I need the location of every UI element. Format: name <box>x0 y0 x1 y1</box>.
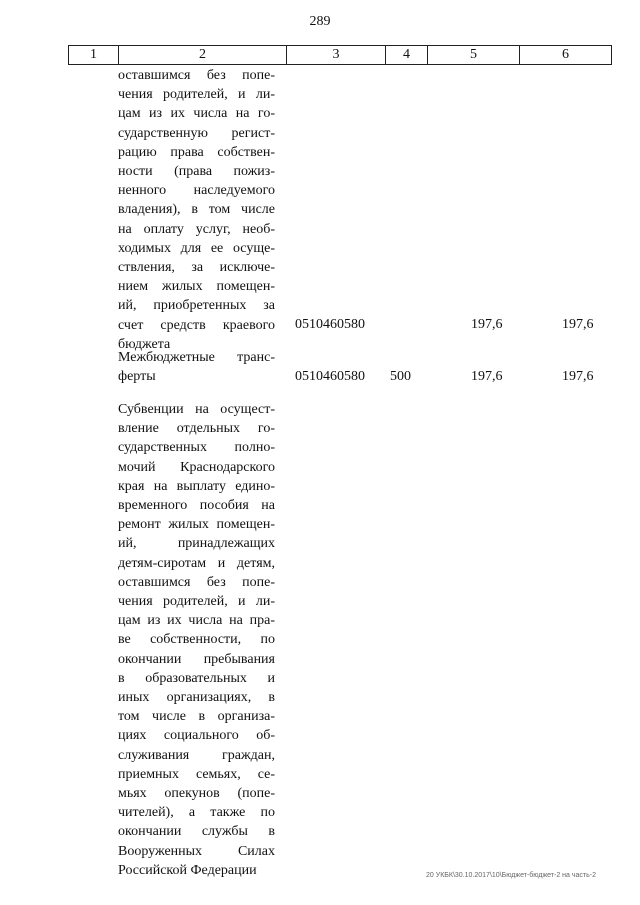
description-line: мьях опекунов (попе- <box>118 786 275 802</box>
description-line: ненного наследуемого <box>118 183 275 199</box>
description-line: владения), в том числе <box>118 202 275 218</box>
description-line: на оплату услуг, необ- <box>118 221 275 237</box>
description-line: нием жилых помещен- <box>118 279 275 295</box>
description-line: мочий Краснодарского <box>118 459 275 475</box>
description-line: цам из их числа на го- <box>118 106 275 122</box>
description-line: счет средств краевого <box>118 317 275 333</box>
header-col-4: 4 <box>386 46 428 64</box>
header-col-1: 1 <box>69 46 119 64</box>
description-line: ий, приобретенных за <box>118 298 275 314</box>
row-2-sum-1: 197,6 <box>471 369 503 384</box>
description-line: ремонт жилых помещен- <box>118 517 275 533</box>
description-line: приемных семьях, се- <box>118 766 275 782</box>
description-line: бюджета <box>118 336 171 352</box>
description-line: окончании службы в <box>118 824 275 840</box>
header-col-5: 5 <box>428 46 520 64</box>
header-col-2: 2 <box>119 46 287 64</box>
description-line: края на выплату едино- <box>118 478 275 494</box>
description-line: ве собственности, по <box>118 632 275 648</box>
description-line: рацию права собствен- <box>118 144 275 160</box>
row-2-code: 0510460580 <box>295 369 365 384</box>
description-line: окончании пребывания <box>118 651 275 667</box>
table-header <box>68 45 612 65</box>
description-line: цам из их числа на пра- <box>118 613 275 629</box>
description-line: служивания граждан, <box>118 747 275 763</box>
description-line: иных организациях, в <box>118 690 275 706</box>
description-line: сударственных полно- <box>118 440 275 456</box>
description-line: ствления, за исключе- <box>118 260 275 276</box>
description-line: том числе в организа- <box>118 709 275 725</box>
row-1-sum-1: 197,6 <box>471 317 503 332</box>
page-number: 289 <box>309 14 331 29</box>
row-2-sum-2: 197,6 <box>562 369 594 384</box>
description-line: сударственную регист- <box>118 125 275 141</box>
description-line: циях социального об- <box>118 728 275 744</box>
description-line: чения родителей, и ли- <box>118 594 275 610</box>
description-line: чителей), а также по <box>118 805 275 821</box>
description-line: временного пособия на <box>118 498 275 514</box>
header-col-3: 3 <box>287 46 386 64</box>
description-line: в образовательных и <box>118 670 275 686</box>
description-line: оставшимся без попе- <box>118 574 275 590</box>
description-line: Российской Федерации <box>118 862 257 878</box>
row-2-description <box>118 348 275 386</box>
description-line: ферты <box>118 369 156 385</box>
row-3-description <box>118 400 275 880</box>
description-line: чения родителей, и ли- <box>118 87 275 103</box>
description-line: ий, принадлежащих <box>118 536 275 552</box>
header-col-6: 6 <box>562 47 569 62</box>
footer-file-path: 20 УКБК\30.10.2017\10\Бюджет-бюджет-2 на часть-2 <box>426 872 596 879</box>
row-2-type: 500 <box>390 369 411 384</box>
row-1-code: 0510460580 <box>295 317 365 332</box>
description-line: Субвенции на осущест- <box>118 402 275 417</box>
description-line: Межбюджетные транс- <box>118 350 275 365</box>
description-line: ходимых для ее осуще- <box>118 240 275 256</box>
description-line: детям-сиротам и детям, <box>118 555 275 571</box>
description-line: вление отдельных го- <box>118 421 275 437</box>
row-1-description <box>118 66 275 354</box>
description-line: оставшимся без попе- <box>118 68 275 83</box>
description-line: ности (права пожиз- <box>118 164 275 180</box>
description-line: Вооруженных Силах <box>118 843 275 859</box>
row-1-sum-2: 197,6 <box>562 317 594 332</box>
